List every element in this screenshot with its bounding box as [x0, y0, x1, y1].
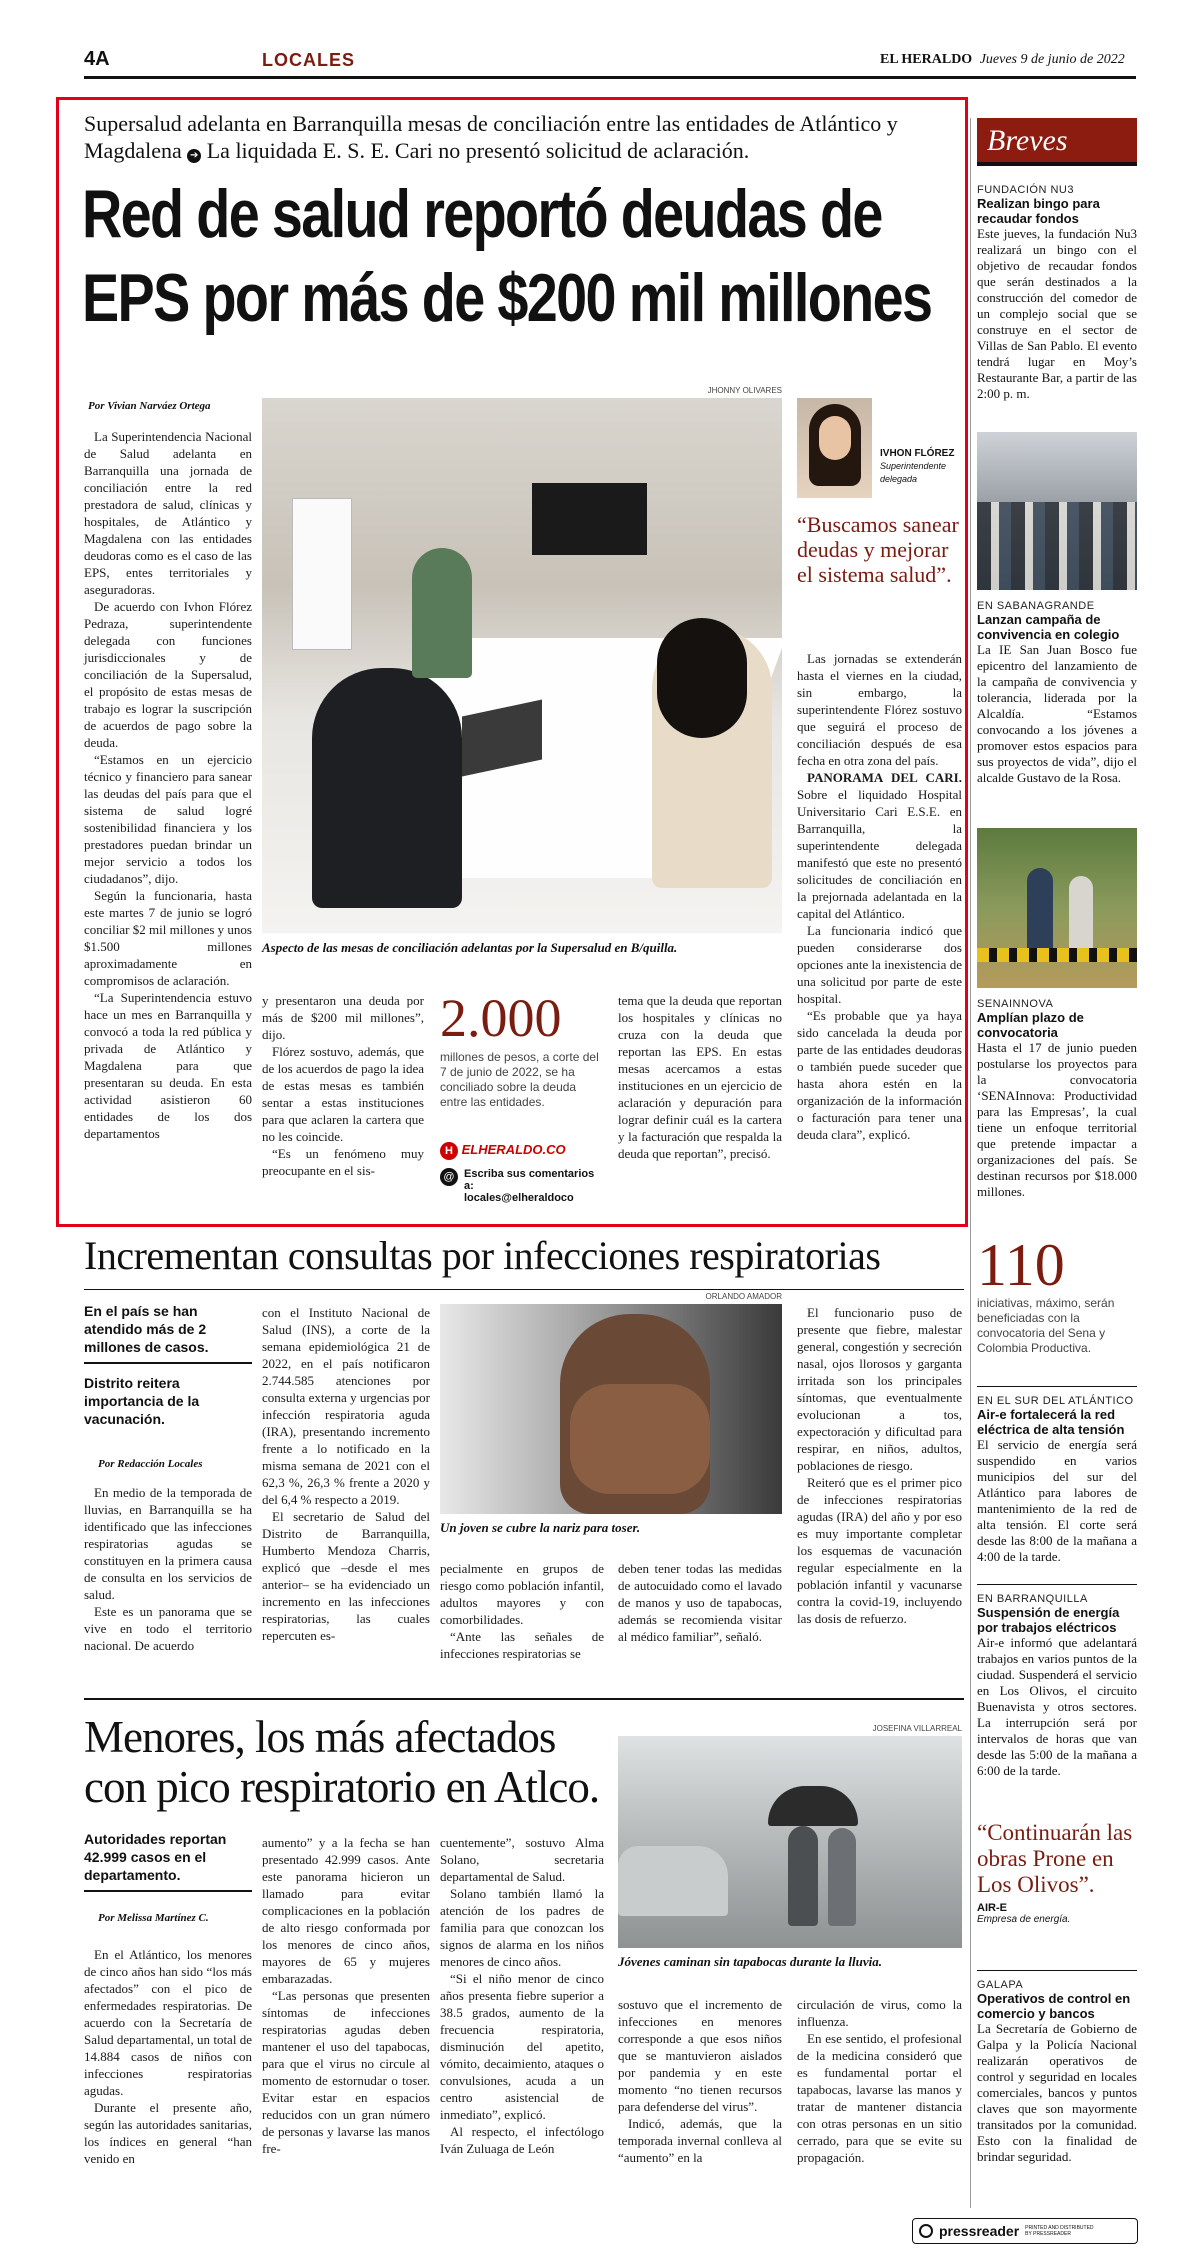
- lead-pull-quote: “Buscamos sanear deudas y mejorar el sistema salud”.: [797, 512, 959, 587]
- story2-p2: Este es un panorama que se vive en todo el territorio nacional. De acuerdo: [84, 1604, 252, 1653]
- brief-1: [977, 184, 1137, 402]
- lead-p8: “Es un fenómeno muy preocupante en el sis-: [262, 1146, 424, 1178]
- portrait-name: IVHON FLÓREZ: [880, 448, 955, 459]
- breves-stat: [977, 1234, 1137, 1356]
- tv-screen: [532, 483, 647, 555]
- story3-headline-2: con pico respiratorio en Atlco.: [84, 1762, 600, 1812]
- stat-number: 2.000: [440, 988, 562, 1048]
- story3-p12: En ese sentido, el profesional de la medicina consideró que es fundamental portar el tapabocas, lavarse las manos y tratar de mantener distancia con otras personas en un sitio cerrado, para que se evite su propagación.: [797, 2031, 962, 2165]
- car-shape: [618, 1846, 728, 1916]
- lead-headline-1: Red de salud reportó deudas de: [82, 176, 882, 252]
- lead-p11: [797, 769, 962, 922]
- walker-1: [788, 1826, 818, 1926]
- brief-5-tag: EN BARRANQUILLA: [977, 1593, 1088, 1605]
- person-hair: [657, 618, 747, 738]
- contact-label: Escriba sus comentarios a:: [464, 1168, 595, 1192]
- story2-byline: [84, 1458, 252, 1470]
- story3-p4: “Las personas que presenten síntomas de infecciones respiratorias agudas deben mantener el uso del tapabocas, para que el virus no circule al momento de estornudar o toser. Evitar estar en espacios reducidos con un gran número de personas y lavarse las manos fre-: [262, 1988, 430, 2156]
- lead-photo-credit: JHONNY OLIVARES: [707, 386, 782, 395]
- brief-3-title: Amplían plazo de convocatoria: [977, 1010, 1084, 1040]
- brief-1-body: Este jueves, la fundación Nu3 realizará un bingo con el objetivo de recaudar fondos que serán destinados a la construcción del comedor de un complejo social que se construye en el sector de Villas de San Pablo. El evento tendrá lugar en Moy’s Restaurante Bar, a partir de las 2:00 p. m.: [977, 226, 1137, 401]
- brand-logo-icon: H: [440, 1142, 458, 1160]
- story2-p1: En medio de la temporada de lluvias, en Barranquilla se ha identificado que las infecciones respiratorias agudas se constituyen en la primera causa de consulta en los servicios de salud.: [84, 1485, 252, 1602]
- worker-2: [1069, 876, 1093, 958]
- lead-col-2: [262, 992, 424, 1179]
- story2-p5: pecialmente en grupos de riesgo como población infantil, adultos mayores y con comorbilidades.: [440, 1561, 604, 1627]
- story3-caption: Jóvenes caminan sin tapabocas durante la lluvia.: [618, 1954, 882, 1969]
- story2-sub2: Distrito reitera importancia de la vacunación.: [84, 1375, 200, 1427]
- brief-2-photo: [977, 432, 1137, 590]
- story2-byline-text: Por Redacción Locales: [98, 1458, 203, 1470]
- story3-col-1: [84, 1946, 252, 2167]
- issue-date: Jueves 9 de junio de 2022: [979, 52, 1125, 67]
- story3-headline-1: Menores, los más afectados: [84, 1712, 556, 1762]
- person-center: [412, 548, 472, 678]
- story2-headline: Incrementan consultas por infecciones respiratorias: [84, 1233, 881, 1278]
- story3-headline: [84, 1712, 624, 1812]
- breves-quote-source: AIR-E: [977, 1902, 1007, 1914]
- lead-byline: [88, 400, 258, 412]
- story2-p4: El secretario de Salud del Distrito de Barranquilla, Humberto Mendoza Charris, explicó que –desde el mes anterior– se ha evidenciado un incremento en las infecciones respiratorias, las cuales repercuten es-: [262, 1509, 430, 1643]
- story2-col-2: [262, 1304, 430, 1644]
- crowd-shape: [977, 502, 1137, 590]
- lead-headline-2: EPS por más de $200 mil millones: [82, 260, 932, 336]
- contact-email[interactable]: locales@elheraldoco: [464, 1192, 574, 1204]
- pressreader-logo: pressreader: [939, 2223, 1020, 2239]
- story3-photo: [618, 1736, 962, 1948]
- breves-quote: [977, 1820, 1137, 1925]
- umbrella-shape: [768, 1786, 858, 1826]
- story3-p2: Durante el presente año, según las autoridades sanitarias, los índices en general “han venido en: [84, 2100, 252, 2166]
- lead-p12: La funcionaria indicó que pueden considerarse dos opciones ante la inexistencia de una solicitud por parte de este hospital.: [797, 923, 962, 1006]
- paper-title: EL HERALDO: [880, 52, 973, 67]
- breves-quote-text: “Continuarán las obras Prone en Los Olivos”.: [977, 1820, 1133, 1897]
- brief-5: [977, 1584, 1137, 1779]
- brief-1-tag: FUNDACIÓN NU3: [977, 184, 1074, 196]
- story3-top-rule: [84, 1698, 964, 1700]
- story2-p7: deben tener todas las medidas de autocuidado como el lavado de manos y uso de tapabocas, además se recomienda visitar al médico familiar”, señaló.: [618, 1561, 782, 1644]
- story2-rule: [84, 1289, 964, 1290]
- story2-sub1: En el país se han atendido más de 2 millones de casos.: [84, 1302, 252, 1364]
- story2-col-5: [797, 1304, 962, 1627]
- contact-line: [440, 1168, 602, 1204]
- lead-p10: Las jornadas se extenderán hasta el viernes en la ciudad, sin embargo, la superintendente Flórez sostuvo que seguirá el proceso de conciliación después de esa fecha en otra zona del país.: [797, 651, 962, 768]
- lead-col-5: [797, 650, 962, 1143]
- page-number: 4A: [84, 48, 110, 70]
- sidebar-separator: [970, 118, 971, 2208]
- story3-p6: Solano también llamó la atención de los padres de familia para que conozcan los signos de alarma en los niños menores de cinco años.: [440, 1886, 604, 1969]
- portrait-label: [880, 448, 960, 486]
- story3-col-4: [618, 1996, 782, 2166]
- breves-header: [977, 118, 1137, 166]
- brand-line: [440, 1142, 602, 1160]
- lead-photo: [262, 398, 782, 933]
- lead-p13: “Es probable que ya haya sido cancelada la deuda por parte de las entidades deudoras o también puede suceder que hasta ahora estén en la organización de la información o facturación para tener una deuda clara”, explicó.: [797, 1008, 962, 1142]
- story2-photo: [440, 1304, 782, 1514]
- walker-2: [828, 1828, 856, 1926]
- lead-subhead: PANORAMA DEL CARI.: [807, 770, 962, 785]
- brief-5-body: Air-e informó que adelantará trabajos en varios puntos de la ciudad. Suspenderá el servicio en Los Olivos, el circuito Buenavista y otros sectores. La interrupción será por intervalos de horas que van desde las 5:00 de la mañana a 6:00 de la tarde.: [977, 1635, 1137, 1778]
- lead-photo-caption: Aspecto de las mesas de conciliación adelantas por la Supersalud en B/quilla.: [262, 940, 678, 955]
- portrait-photo: [797, 398, 872, 498]
- brief-2-tag: EN SABANAGRANDE: [977, 600, 1095, 612]
- lead-p9: tema que la deuda que reportan los hospitales y clínicas no cruza con la deuda que reportan las EPS. En estas mesas acercamos a estas instituciones en un ejercicio de aclaración y depuración para lograr definir cuál es la cartera y la facturación que respalda la deuda que reportan”, precisó.: [618, 993, 782, 1161]
- brief-6-tag: GALAPA: [977, 1979, 1024, 1991]
- brief-1-title: Realizan bingo para recaudar fondos: [977, 196, 1100, 226]
- story2-col-3: [440, 1560, 604, 1662]
- lead-kicker-2: La liquidada E. S. E. Cari no presentó solicitud de aclaración.: [206, 138, 750, 163]
- brand-text: ELHERALDO.CO: [461, 1142, 566, 1157]
- pressreader-note: PRINTED AND DISTRIBUTED BY PRESSREADER: [1025, 2225, 1094, 2237]
- worker-1: [1027, 868, 1053, 958]
- story3-p5: cuentemente”, sostuvo Alma Solano, secretaria departamental de Salud.: [440, 1835, 604, 1884]
- brief-3-photo: [977, 828, 1137, 988]
- lead-col-4: [618, 992, 782, 1162]
- breves-stat-number: 110: [977, 1232, 1065, 1298]
- story3-col-5: [797, 1996, 962, 2166]
- story2-p9: Reiteró que es el primer pico de infecciones respiratorias agudas (IRA) del año y por eso es muy importante completar los esquemas de vacunación regular especialmente en la población infantil y vacunarse contra la covid-19, incluyendo las dosis de refuerzo.: [797, 1475, 962, 1626]
- story2-caption: Un joven se cubre la nariz para toser.: [440, 1520, 641, 1535]
- story3-p7: “Si el niño menor de cinco años presenta fiebre superior a 38.5 grados, aumento de la frecuencia respiratoria, disminución del apetito, vómito, decaimiento, ataques o convulsiones, acuda a un centro asistencial de inmediato”, explicó.: [440, 1971, 604, 2122]
- lead-p4: Según la funcionaria, hasta este martes 7 de junio se logró conciliar $2 mil millones y unos $1.500 millones aproximadamente en compromisos de aclaración.: [84, 888, 252, 988]
- pressreader-icon: [919, 2224, 933, 2238]
- hands-shape: [570, 1384, 710, 1494]
- story2-photo-credit: ORLANDO AMADOR: [705, 1292, 782, 1301]
- brief-4-tag: EN EL SUR DEL ATLÁNTICO: [977, 1395, 1134, 1407]
- brief-5-title: Suspensión de energía por trabajos eléctricos: [977, 1605, 1120, 1635]
- story3-col-3: [440, 1834, 604, 2157]
- brief-6: [977, 1970, 1137, 2165]
- contact-block: [464, 1168, 602, 1204]
- brief-6-title: Operativos de control en comercio y bancos: [977, 1991, 1131, 2021]
- brief-3: [977, 998, 1137, 1200]
- story3-p8: Al respecto, el infectólogo Iván Zuluaga de León: [440, 2124, 604, 2156]
- lead-p11-text: Sobre el liquidado Hospital Universitario Cari E.S.E. en Barranquilla, la superintendente delegada manifestó que este no presentó solicitudes de conciliación en la prejornada adelantada en la capital del Atlántico.: [797, 787, 962, 921]
- brief-2-body: La IE San Juan Bosco fue epicentro del lanzamiento de la campaña de convivencia y tolerancia, liderada por la Alcaldía. “Estamos convocando a los jóvenes a promover estos espacios para sus proyectos de vida”, dijo el alcalde Gustavo de la Rosa.: [977, 642, 1137, 785]
- lead-kicker: [84, 110, 964, 164]
- barrier: [977, 948, 1137, 962]
- brief-2: [977, 600, 1137, 786]
- lead-kicker-1: Supersalud adelanta en Barranquilla mesas de conciliación entre las entidades de Atlántico y Magdalena: [84, 111, 898, 163]
- story3-p3: aumento” y a la fecha se han presentado 42.999 casos. Ante este panorama hicieron un llamado para evitar complicaciones en la población de alto riesgo conformada por los menores de cinco años, mayores de 65 y mujeres embarazadas.: [262, 1835, 430, 1986]
- brief-4-body: El servicio de energía será suspendido en varios municipios del sur del Atlántico para labores de mantenimiento de la red de alta tensión. El corte será desde las 8:00 de la mañana a 4:00 de la tarde.: [977, 1437, 1137, 1564]
- brief-4: [977, 1386, 1137, 1565]
- brief-4-title: Air-e fortalecerá la red eléctrica de alta tensión: [977, 1407, 1125, 1437]
- story3-byline-text: Por Melissa Martínez C.: [98, 1912, 209, 1924]
- story3-subheads: [84, 1830, 252, 1924]
- lead-p1: La Superintendencia Nacional de Salud adelanta en Barranquilla una jornada de conciliación entre la red prestadora de salud, clínicas y hospitales, de Atlántico y Magdalena con las entidades deudoras como es el caso de las EPS, entes territoriales y aseguradoras.: [84, 429, 252, 597]
- story3-p1: En el Atlántico, los menores de cinco años han sido “los más afectados” con el pico de enfermedades respiratorias. De acuerdo con la Secretaría de Salud departamental, un total de 14.884 casos de niños con infecciones respiratorias agudas.: [84, 1947, 252, 2098]
- story2-p3: con el Instituto Nacional de Salud (INS), a corte de la semana epidemiológica 21 de 2022, en el país notificaron 2.744.585 atenciones por consulta externa y urgencias por infección respiratoria aguda (IRA), presentando incremento frente a lo notificado en la misma semana de 2021 con el 62,3 %, 26,3 % frente a 2020 y del 6,4 % respecto a 2019.: [262, 1305, 430, 1507]
- story3-byline: [84, 1912, 252, 1924]
- breves-title: Breves: [987, 124, 1068, 157]
- story2-col-1: [84, 1484, 252, 1654]
- brief-6-body: La Secretaría de Gobierno de Galpa y la Policía Nacional realizarán operativos de control y seguridad en locales comerciales, bancos y puntos claves que son mayormente transitados por la comunidad. Esto con la finalidad de brindar seguridad.: [977, 2021, 1137, 2164]
- header-rule: [84, 76, 1136, 79]
- portrait-role: Superintendente delegada: [880, 461, 947, 484]
- newspaper-name: [880, 52, 1125, 68]
- portrait-face: [819, 416, 851, 460]
- story2-p6: “Ante las señales de infecciones respiratorias se: [440, 1629, 604, 1661]
- story2-p8: El funcionario puso de presente que fiebre, malestar general, congestión y secreción nasal, ojos llorosos y garganta irritada son los principales síntomas, que eventualmente evolucionan a tos, expectoración y dificultad para respirar, en niños, adultos, poblaciones de riesgo.: [797, 1305, 962, 1473]
- story3-p10: Indicó, además, que la temporada invernal conlleva al “aumento” en la: [618, 2116, 782, 2165]
- at-icon: @: [440, 1168, 458, 1186]
- brief-3-body: Hasta el 17 de junio pueden postularse los proyectos para la convocatoria ‘SENAInnova: Productividad para las Empresas’, la cual tiene un enfoque territorial que pretende impactar a organizaciones del país. Se destinan recursos por $18.000 millones.: [977, 1040, 1137, 1199]
- lead-p3: “Estamos en un ejercicio técnico y financiero para sanear las deudas del país para que el sistema de salud logré sostenibilidad financiera y los prestadores puedan brindar un mejor servicio a todos los ciudadanos”, dijo.: [84, 752, 252, 886]
- pressreader-footer: [912, 2218, 1138, 2244]
- story3-p11: circulación de virus, como la influenza.: [797, 1997, 962, 2029]
- lead-p2: De acuerdo con Ivhon Flórez Pedraza, superintendente delegada con funciones jurisdiccionales y de conciliación de la Supersalud, el propósito de estas mesas de trabajo es lograr la suscripción de acuerdos de pago sobre la deuda.: [84, 599, 252, 750]
- lead-col-1: [84, 428, 252, 1142]
- brief-2-title: Lanzan campaña de convivencia en colegio: [977, 612, 1120, 642]
- story3-p9: sostuvo que el incremento de infecciones en menores corresponde a que esos niños que se mantuvieron aislados por pandemia y en este momento “no tienen recursos para defenderse del virus”.: [618, 1997, 782, 2114]
- stat-box: [440, 990, 602, 1204]
- story3-photo-credit: JOSEFINA VILLARREAL: [872, 1724, 962, 1733]
- breves-quote-role: Empresa de energía.: [977, 1914, 1071, 1925]
- story2-subheads: [84, 1302, 252, 1470]
- section-name: LOCALES: [262, 50, 356, 70]
- arrow-icon: ➔: [187, 149, 201, 163]
- breves-stat-text: iniciativas, máximo, serán beneficiadas con la convocatoria del Sena y Colombia Productiva.: [977, 1296, 1115, 1355]
- stat-text: millones de pesos, a corte del 7 de junio de 2022, se ha conciliado sobre la deuda entre las entidades.: [440, 1050, 599, 1109]
- person-left: [312, 668, 462, 908]
- lead-p6: y presentaron una deuda por más de $200 mil millones”, dijo.: [262, 993, 424, 1042]
- story2-col-4: [618, 1560, 782, 1645]
- story3-col-2: [262, 1834, 430, 2157]
- lead-p7: Flórez sostuvo, además, que de los acuerdos de pago la idea de estas mesas es también sentar a estas instituciones para que aclaren la cartera que no les coincide.: [262, 1044, 424, 1144]
- banner: [292, 498, 352, 650]
- lead-p5: “La Superintendencia estuvo hace un mes en Barranquilla y convocó a toda la red pública y privada de Atlántico y Magdalena para que presentaran su deuda. En esta actividad asistieron 60 entidades de los dos departamentos: [84, 990, 252, 1141]
- lead-byline-text: Por Vivian Narváez Ortega: [88, 400, 211, 412]
- brief-3-tag: SENAINNOVA: [977, 998, 1054, 1010]
- story3-sub: Autoridades reportan 42.999 casos en el departamento.: [84, 1830, 252, 1892]
